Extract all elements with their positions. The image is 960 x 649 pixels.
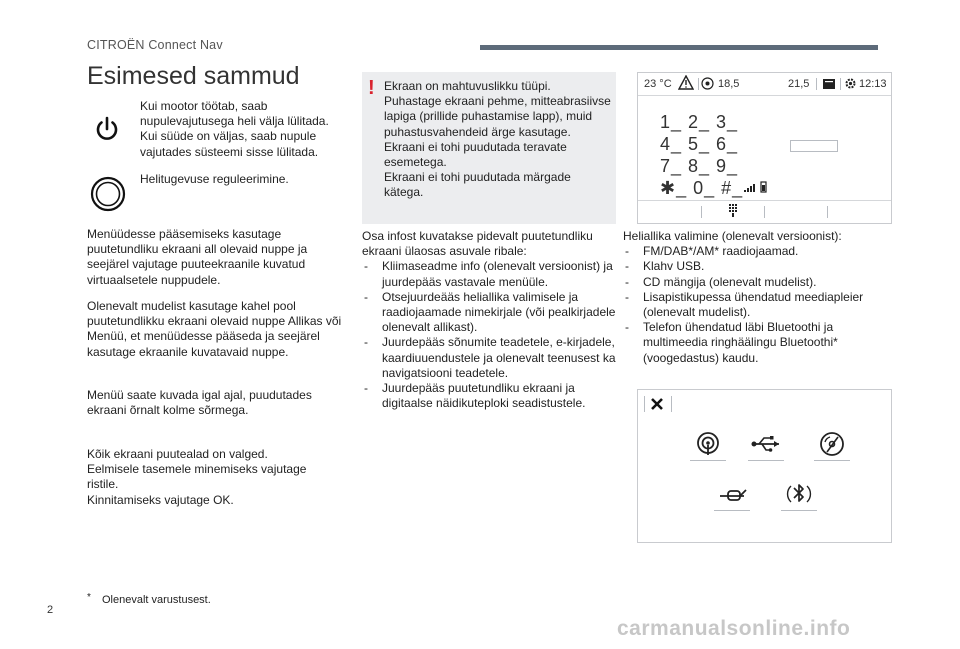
frequency-2: 21,5 (788, 78, 810, 90)
divider (827, 206, 828, 218)
list-item: - CD mängija (olenevalt mudelist). (623, 275, 885, 290)
list-item: - Klahv USB. (623, 259, 885, 274)
para-menus: Menüüdesse pääsemiseks kasutage puutetundliku ekraani all olevaid nuppe ja seejärel vajutage puuteekraanile kuvatud virtuaalsetele nuppudele. (87, 227, 308, 287)
volume-knob-icon (90, 176, 126, 212)
manual-header: CITROËN Connect Nav (87, 38, 223, 52)
phone-keypad: 1_ 2_ 3_ 4_ 5_ 6_ 7_ 8_ 9_ ✱_ 0_ #_ (660, 112, 744, 198)
source-bluetooth-button (781, 480, 817, 510)
close-icon (650, 397, 664, 416)
list-item: - Telefon ühendatud läbi Bluetoothi ja multimeedia ringhäälingu Bluetoothi* (voogedastus) kaudu. (623, 320, 885, 366)
dialpad-icon (727, 204, 739, 223)
clock-time: 12:13 (859, 78, 887, 90)
middle-text: Osa infost kuvatakse pidevalt puutetundliku ekraani ülaosas asuvale ribale: - Kliimaseadme info (olenevalt versioonist) ja juurdepääs vastavale menüüle. - Otsejuurdeääs heliallika valimisele ja raadiojaamade nimekirjale (või pealkirjadele olenevalt allikast). - Juurdepääs sõnumite teadetele, e-kirjadele, kaardiuuendustele ja olenevalt teenusest ka navigatsiooni teadetele. - Juurdepääs puutetundliku ekraani ja digitaalse näidikuteploki seadistustele. (362, 229, 620, 411)
power-text: Kui mootor töötab, saab nupulevajutusega heli välja lülitada. Kui süüde on väljas, saab nupule vajutades süsteemi sisse lülitada. (140, 99, 329, 159)
status-bar (638, 73, 891, 96)
divider (816, 78, 817, 90)
list-item: - FM/DAB*/AM* raadiojaamad. (623, 244, 885, 259)
number-display-field (790, 140, 838, 152)
divider (814, 460, 850, 461)
temperature-readout: 23 °C (644, 78, 672, 90)
warning-triangle-icon (678, 75, 694, 93)
settings-gear-icon (844, 77, 857, 93)
list-item: - Lisapistikupessa ühendatud meediapleier (olenevalt mudelist). (623, 290, 885, 320)
screen-illustration-sources (637, 389, 892, 543)
source-aux-button (714, 480, 750, 510)
para-touch-areas: Kõik ekraani puutealad on valged. Eelmisele tasemele minemiseks vajutage ristile. Kinnitamiseks vajutage OK. (87, 447, 307, 507)
divider (781, 510, 817, 511)
signal-icon (744, 180, 770, 198)
page-number: 2 (47, 604, 54, 616)
list-item: - Otsejuurdeääs heliallika valimisele ja raadiojaamade nimekirjale (või pealkirjadele olenevalt allikast). (362, 290, 620, 336)
warning-text: Ekraan on mahtuvuslikku tüüpi. Puhastage ekraani pehme, mitteabrasiivse lapiga (prillide puhastamise lapp), muid puhastusvahendeid ärge kasutage. Ekraani ei tohi puudutada teravate esemetega. Ekraani ei tohi puudutada märgade kätega. (384, 79, 611, 200)
source-list (623, 244, 885, 366)
divider (764, 206, 765, 218)
frequency-1: 18,5 (718, 78, 740, 90)
page-title: Esimesed sammud (87, 62, 300, 90)
screen-illustration-dial (637, 72, 892, 224)
radio-icon (701, 77, 714, 93)
divider (701, 206, 702, 218)
divider (671, 396, 672, 412)
warning-box (362, 72, 616, 224)
screen-nav-bar (638, 200, 891, 223)
middle-list (362, 259, 620, 411)
list-item: - Juurdepääs puutetundliku ekraani ja digitaalse näidikuteploki seadistustele. (362, 381, 620, 411)
divider (748, 460, 784, 461)
divider (690, 460, 726, 461)
divider (714, 510, 750, 511)
divider (644, 396, 645, 412)
para-three-fingers: Menüü saate kuvada igal ajal, puudutades ekraani õrnalt kolme sõrmega. (87, 388, 312, 418)
source-usb-button (748, 430, 784, 460)
header-bar (480, 45, 878, 50)
divider (698, 78, 699, 90)
list-item: - Kliimaseadme info (olenevalt versioonist) ja juurdepääs vastavale menüüle. (362, 259, 620, 289)
divider (840, 78, 841, 90)
right-text: Heliallika valimine (olenevalt versioonist): - FM/DAB*/AM* raadiojaamad. - Klahv USB. - CD mängija (olenevalt mudelist). - Lisapistikupessa ühendatud meediapleier (olenevalt mudelist). - Telefon ühendatud läbi Bluetoothi ja multimeedia ringhäälingu Bluetoothi* (voogedastus) kaudu. (623, 229, 885, 366)
footnote: * Olenevalt varustusest. (87, 592, 211, 606)
message-icon (822, 78, 836, 93)
source-radio-button (690, 430, 726, 460)
power-icon (91, 113, 123, 145)
warning-mark: ! (368, 77, 375, 99)
para-source-menu: Olenevalt mudelist kasutage kahel pool puutetundlikku ekraani olevaid nuppe Allikas või Menüü, et menüüdesse pääseda ja seejärel kasutage ekraanile kuvatavaid nuppe. (87, 299, 342, 359)
volume-text: Helitugevuse reguleerimine. (140, 172, 289, 186)
source-cd-button (814, 430, 850, 460)
list-item: - Juurdepääs sõnumite teadetele, e-kirjadele, kaardiuuendustele ja olenevalt teenusest ka navigatsiooni teadetele. (362, 335, 620, 381)
watermark: carmanualsonline.info (617, 617, 851, 640)
